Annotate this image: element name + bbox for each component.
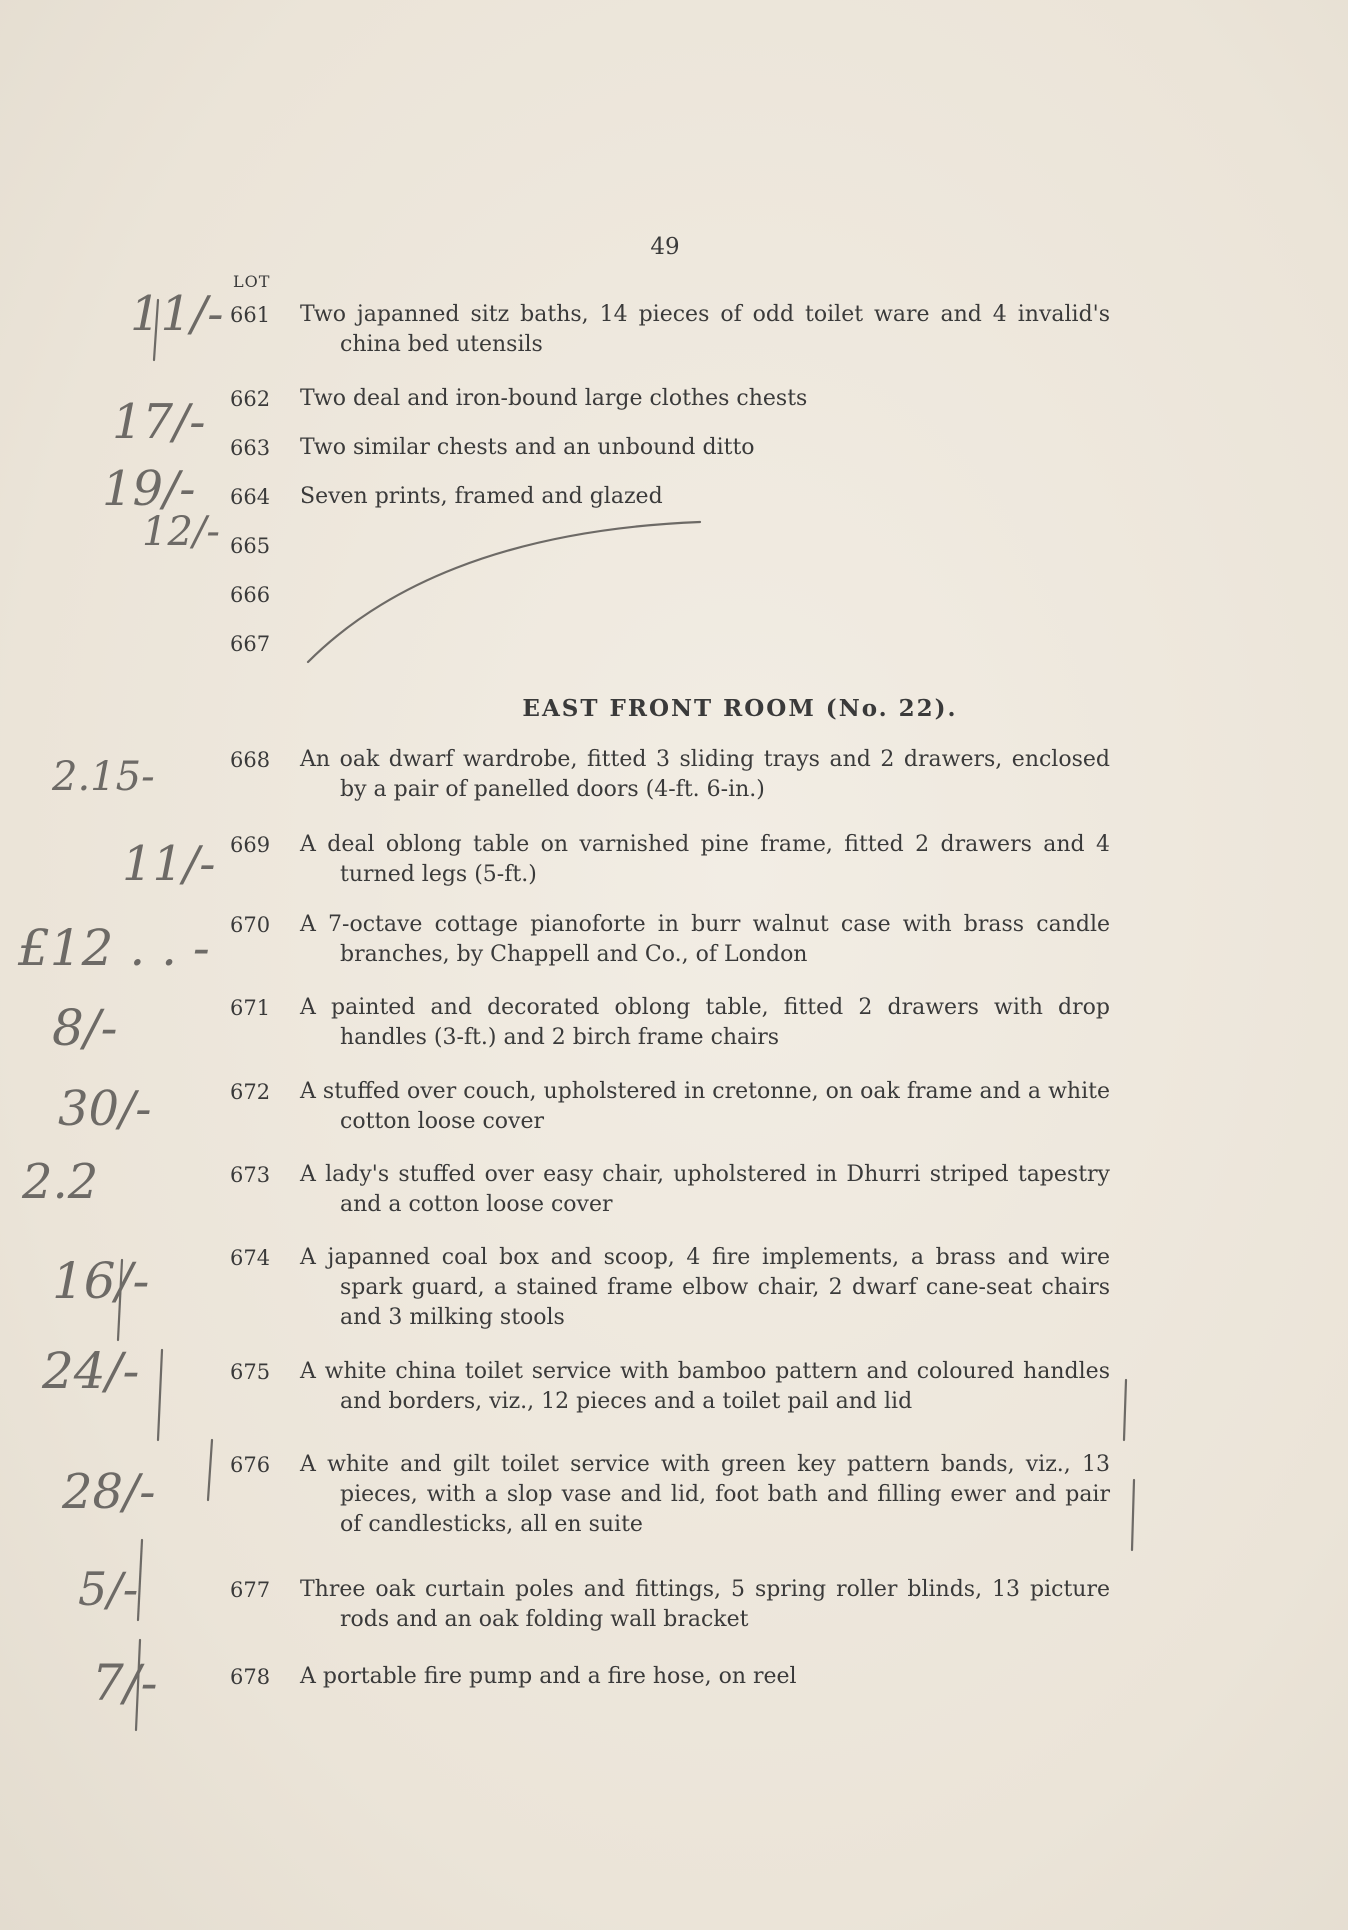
lot-description: Two deal and iron-bound large clothes chests xyxy=(300,386,808,411)
lot-description: Three oak curtain poles and fittings, 5 spring roller blinds, 13 picture rods and an oak folding wall bracket xyxy=(300,1577,1110,1632)
price-note-677: 5/- xyxy=(78,1562,139,1616)
lot-number: 666 xyxy=(230,583,271,607)
price-note-661: 11/- xyxy=(130,286,224,342)
lot-number: 661 xyxy=(230,303,271,327)
price-note-673: 2.2 xyxy=(22,1154,99,1210)
price-note-664: 12/- xyxy=(142,509,220,555)
lot-description: An oak dwarf wardrobe, fitted 3 sliding trays and 2 drawers, enclosed by a pair of panelled doors (4-ft. 6-in.) xyxy=(300,747,1110,802)
lot-number: 677 xyxy=(230,1578,271,1602)
price-note-671: 8/- xyxy=(52,999,118,1057)
lot-description: A lady's stuffed over easy chair, upholstered in Dhurri striped tapestry and a cotton loose cover xyxy=(300,1162,1110,1217)
lot-description: A portable fire pump and a fire hose, on reel xyxy=(300,1664,797,1689)
lot-description: A deal oblong table on varnished pine frame, fitted 2 drawers and 4 turned legs (5-ft.) xyxy=(300,832,1110,887)
lot-description: A white china toilet service with bamboo pattern and coloured handles and borders, viz., 12 pieces and a toilet pail and lid xyxy=(300,1359,1110,1414)
price-note-672: 30/- xyxy=(58,1081,152,1137)
unsold-lots-curve xyxy=(308,522,700,662)
lot-number: 663 xyxy=(230,436,271,460)
lot-number: 665 xyxy=(230,534,271,558)
tally-stroke xyxy=(158,1350,162,1440)
lot-number: 675 xyxy=(230,1360,271,1384)
lot-number: 667 xyxy=(230,632,271,656)
lot-number: 670 xyxy=(230,913,271,937)
price-note-662: 17/- xyxy=(112,394,206,450)
price-note-674: 16/- xyxy=(52,1252,150,1310)
lot-description: A 7-octave cottage pianoforte in burr walnut case with brass candle branches, by Chappell and Co., of London xyxy=(300,912,1110,967)
lot-number: 671 xyxy=(230,996,271,1020)
lot-description: A japanned coal box and scoop, 4 fire implements, a brass and wire spark guard, a stained frame elbow chair, 2 dwarf cane-seat chairs and 3 milking stools xyxy=(300,1245,1110,1330)
lot-number: 674 xyxy=(230,1246,271,1270)
lot-number: 668 xyxy=(230,748,271,772)
lot-description: Two japanned sitz baths, 14 pieces of odd toilet ware and 4 invalid's china bed utensils xyxy=(300,302,1110,357)
lot-description: A stuffed over couch, upholstered in cretonne, on oak frame and a white cotton loose cover xyxy=(300,1079,1110,1134)
tally-stroke xyxy=(208,1440,212,1500)
price-note-675: 24/- xyxy=(42,1342,140,1400)
lot-number: 673 xyxy=(230,1163,271,1187)
lot-number: 672 xyxy=(230,1080,271,1104)
lot-number: 664 xyxy=(230,485,271,509)
lot-number: 678 xyxy=(230,1665,271,1689)
price-note-663: 19/- xyxy=(102,461,196,517)
lot-number: 662 xyxy=(230,387,271,411)
tally-stroke xyxy=(138,1540,142,1620)
price-note-669: 11/- xyxy=(122,836,216,892)
lot-description: A white and gilt toilet service with green key pattern bands, viz., 13 pieces, with a slop vase and lid, foot bath and filling ewer and pair of candlesticks, all en suite xyxy=(300,1452,1110,1537)
lot-column-header: LOT xyxy=(233,272,271,291)
lot-number: 676 xyxy=(230,1453,271,1477)
price-note-670: £12 . . - xyxy=(18,919,210,977)
lot-description: Two similar chests and an unbound ditto xyxy=(300,435,755,460)
price-note-668: 2.15- xyxy=(52,754,155,800)
price-note-678: 7/- xyxy=(92,1654,158,1712)
lot-description: Seven prints, framed and glazed xyxy=(300,484,663,509)
lot-number: 669 xyxy=(230,833,271,857)
price-note-676: 28/- xyxy=(62,1464,156,1520)
page-number: 49 xyxy=(650,234,680,260)
section-heading: EAST FRONT ROOM (No. 22). xyxy=(522,695,958,722)
lot-description: A painted and decorated oblong table, fitted 2 drawers with drop handles (3-ft.) and 2 birch frame chairs xyxy=(300,995,1110,1050)
tally-stroke xyxy=(1124,1380,1126,1440)
tally-stroke xyxy=(1132,1480,1134,1550)
